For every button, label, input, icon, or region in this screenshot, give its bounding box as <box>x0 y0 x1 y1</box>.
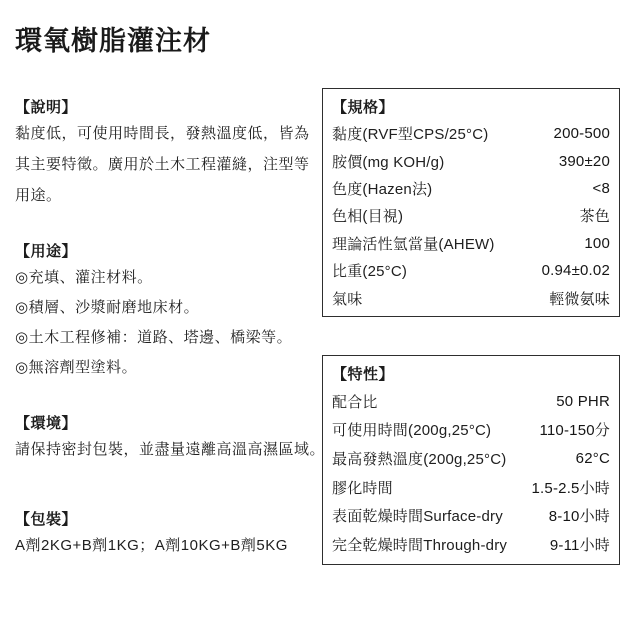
table-row <box>332 444 610 473</box>
table-row <box>332 530 610 559</box>
usage-list <box>15 263 315 383</box>
spec-label: 胺價(mg KOH/g) <box>332 153 445 171</box>
property-value: 110-150分 <box>539 422 610 440</box>
property-table <box>322 355 620 565</box>
usage-item: ◎積層、沙漿耐磨地床材。 <box>15 299 200 316</box>
spec-label: 色度(Hazen法) <box>332 180 433 198</box>
description-heading: 【說明】 <box>15 99 78 116</box>
spec-label: 比重(25°C) <box>332 263 408 281</box>
usage-item: ◎土木工程修補：道路、塔邊、橋梁等。 <box>15 329 293 346</box>
spec-value: 100 <box>584 234 610 252</box>
property-value: 1.5-2.5小時 <box>531 479 610 497</box>
property-value: 8-10小時 <box>548 508 610 526</box>
packaging-heading: 【包裝】 <box>15 511 78 528</box>
property-label: 表面乾燥時間Surface-dry <box>332 508 503 526</box>
property-value: 9-11小時 <box>549 536 610 554</box>
table-row <box>332 501 610 530</box>
property-value: 62°C <box>575 449 610 467</box>
spec-table-heading: 【規格】 <box>332 99 395 116</box>
spec-value: 茶色 <box>579 208 610 226</box>
table-row <box>332 147 610 174</box>
spec-label: 氣味 <box>332 290 363 308</box>
property-value: 50 PHR <box>556 392 610 410</box>
property-table-heading: 【特性】 <box>332 366 395 383</box>
table-row <box>332 202 610 229</box>
spec-table <box>322 88 620 317</box>
spec-value: 輕微氨味 <box>549 290 610 308</box>
table-row <box>332 387 610 416</box>
property-label: 最高發熱溫度(200g,25°C) <box>332 450 507 468</box>
description-body: 黏度低，可使用時間長，發熱溫度低，皆為其主要特徵。廣用於土木工程灌縫，注型等用途。 <box>15 125 310 204</box>
spec-value: <8 <box>592 179 610 197</box>
packaging-body: A劑2KG+B劑1KG；A劑10KG+B劑5KG <box>15 537 288 554</box>
property-label: 可使用時間(200g,25°C) <box>332 422 492 440</box>
table-row <box>332 120 610 147</box>
property-label: 配合比 <box>332 393 378 411</box>
usage-heading: 【用途】 <box>15 243 78 260</box>
property-label: 完全乾燥時間Through-dry <box>332 536 508 554</box>
property-label: 膠化時間 <box>332 479 393 497</box>
spec-label: 黏度(RVF型CPS/25°C) <box>332 126 489 144</box>
table-row <box>332 473 610 502</box>
usage-item: ◎無溶劑型塗料。 <box>15 359 138 376</box>
page-title: 環氧樹脂灌注材 <box>15 26 211 56</box>
spec-value: 390±20 <box>558 152 610 170</box>
usage-item: ◎充填、灌注材料。 <box>15 269 153 286</box>
spec-value: 200-500 <box>553 125 610 143</box>
table-row <box>332 284 610 311</box>
table-row <box>332 230 610 257</box>
spec-label: 色相(目視) <box>332 208 404 226</box>
table-row <box>332 416 610 445</box>
spec-value: 0.94±0.02 <box>541 262 610 280</box>
table-row <box>332 257 610 284</box>
table-row <box>332 175 610 202</box>
spec-label: 理論活性氫當量(AHEW) <box>332 235 495 253</box>
environment-body: 請保持密封包裝，並盡量遠離高溫高濕區域。 <box>15 441 326 458</box>
environment-heading: 【環境】 <box>15 415 78 432</box>
